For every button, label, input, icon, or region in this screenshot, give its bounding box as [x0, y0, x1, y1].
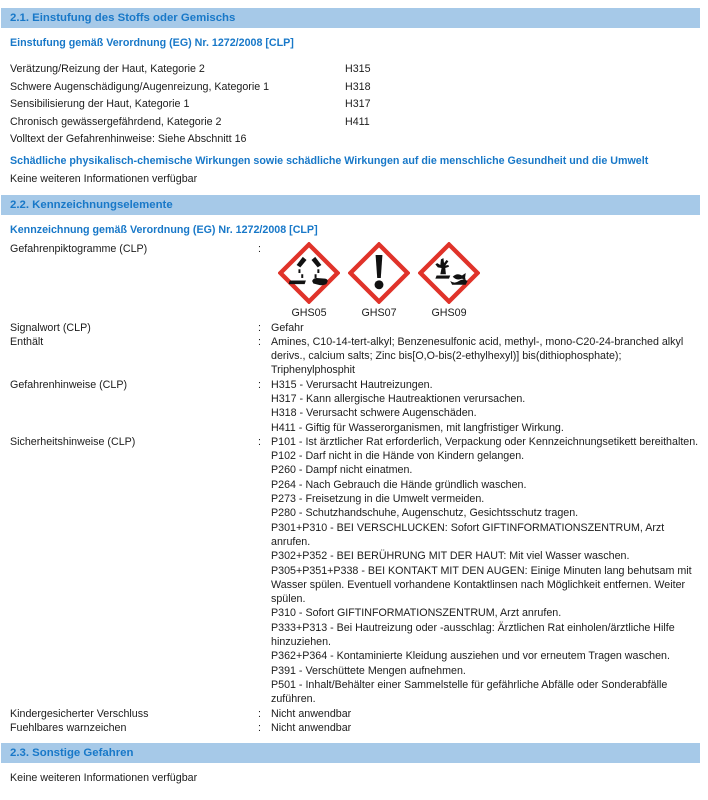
colon-separator: :	[258, 435, 261, 448]
ghs-pictogram-group	[271, 242, 701, 321]
precautionary-statement: P280 - Schutzhandschuhe, Augenschutz, Gesichtsschutz tragen.	[271, 507, 579, 520]
section-2-1-body	[0, 35, 708, 187]
precautionary-statement: P260 - Dampf nicht einatmen.	[271, 464, 413, 477]
precautionary-statement: P102 - Darf nicht in die Hände von Kindern gelangen.	[271, 450, 525, 463]
section-2-3-header	[1, 743, 700, 763]
hazard-statement: H315 - Verursacht Hautreizungen.	[271, 378, 433, 391]
ghs07-code-label: GHS07	[361, 306, 397, 319]
section-2-2-title: 2.2. Kennzeichnungselemente	[10, 198, 173, 211]
precautionary-statements-label: Sicherheitshinweise (CLP)	[10, 435, 136, 448]
section-2-2-body	[0, 222, 708, 736]
corrosion-icon	[278, 242, 340, 304]
hazard-code: H315	[345, 63, 371, 75]
precautionary-statement: P333+P313 - Bei Hautreizung oder -ausschlag: Ärztlichen Rat einholen/ärztliche Hilfe hinzuziehen.	[271, 621, 675, 649]
precautionary-statement: P310 - Sofort GIFTINFORMATIONSZENTRUM, Arzt anrufen.	[271, 607, 562, 620]
colon-separator: :	[258, 707, 261, 720]
hazard-statements-label: Gefahrenhinweise (CLP)	[10, 378, 128, 391]
signal-word-value: Gefahr	[271, 321, 304, 334]
section-2-3-body	[0, 771, 708, 786]
tactile-warning-value: Nicht anwendbar	[271, 721, 352, 734]
hazard-statement: H317 - Kann allergische Hautreaktionen verursachen.	[271, 392, 526, 405]
precautionary-statement: P301+P310 - BEI VERSCHLUCKEN: Sofort GIFTINFORMATIONSZENTRUM, Arzt anrufen.	[271, 521, 665, 548]
classification-row	[10, 79, 704, 97]
hazard-code: H411	[345, 115, 370, 128]
signal-word-row	[10, 321, 704, 335]
section-2-1-title: 2.1. Einstufung des Stoffs oder Gemischs	[10, 12, 236, 24]
ghs09-pictogram	[416, 242, 482, 321]
ghs07-pictogram	[346, 242, 412, 321]
precautionary-statement: P273 - Freisetzung in die Umwelt vermeiden.	[271, 493, 485, 506]
colon-separator: :	[258, 242, 261, 255]
classification-table	[10, 61, 704, 131]
pictograms-label: Gefahrenpiktogramme (CLP)	[10, 242, 148, 255]
colon-separator: :	[258, 335, 261, 348]
precautionary-statements-list	[271, 435, 701, 707]
precautionary-statement: P362+P364 - Kontaminierte Kleidung ausziehen und vor erneutem Tragen waschen.	[271, 650, 670, 663]
precautionary-statement: P305+P351+P338 - BEI KONTAKT MIT DEN AUGEN: Einige Minuten lang behutsam mit Wasser spülen. Eventuell vorhandene Kontaktlinsen nach Möglichkeit entfernen. Weiter spülen.	[271, 564, 692, 606]
colon-separator: :	[258, 721, 261, 734]
hazard-class-name: Sensibilisierung der Haut, Kategorie 1	[10, 98, 190, 110]
classification-row	[10, 114, 704, 132]
ghs05-pictogram	[276, 242, 342, 321]
no-further-info-text: Keine weiteren Informationen verfügbar	[10, 172, 198, 185]
tactile-warning-row	[10, 721, 704, 735]
section-2-1-header	[1, 8, 700, 28]
pictograms-row	[10, 242, 704, 321]
signal-word-label: Signalwort (CLP)	[10, 321, 91, 334]
hazard-statement: H318 - Verursacht schwere Augenschäden.	[271, 407, 477, 420]
contains-label: Enthält	[10, 335, 44, 348]
tactile-warning-label: Fuehlbares warnzeichen	[10, 721, 127, 734]
precautionary-statement: P501 - Inhalt/Behälter einer Sammelstelle für gefährliche Abfälle oder Sonderabfälle zuführen.	[271, 678, 668, 706]
environment-icon	[418, 242, 480, 304]
hazard-class-name: Verätzung/Reizung der Haut, Kategorie 2	[10, 63, 205, 75]
adverse-effects-heading: Schädliche physikalisch-chemische Wirkungen sowie schädliche Wirkungen auf die menschliche Gesundheit und die Umwelt	[10, 154, 649, 167]
precautionary-statement: P264 - Nach Gebrauch die Hände gründlich waschen.	[271, 478, 527, 491]
hazard-statements-row	[10, 378, 704, 435]
section-2-3-title: 2.3. Sonstige Gefahren	[10, 747, 134, 760]
colon-separator: :	[258, 378, 261, 391]
ghs09-code-label: GHS09	[431, 306, 467, 319]
no-further-info-text: Keine weiteren Informationen verfügbar	[10, 772, 198, 785]
hazard-statement: H411 - Giftig für Wasserorganismen, mit langfristiger Wirkung.	[271, 421, 564, 434]
contains-row	[10, 335, 704, 378]
classification-regulation-heading: Einstufung gemäß Verordnung (EG) Nr. 1272/2008 [CLP]	[10, 37, 294, 49]
hazard-class-name: Schwere Augenschädigung/Augenreizung, Kategorie 1	[10, 80, 270, 93]
precautionary-statement: P391 - Verschüttete Mengen aufnehmen.	[271, 664, 466, 677]
child-closure-value: Nicht anwendbar	[271, 707, 352, 720]
child-closure-row	[10, 707, 704, 721]
ghs05-code-label: GHS05	[291, 306, 327, 319]
hazard-class-name: Chronisch gewässergefährdend, Kategorie 2	[10, 115, 222, 128]
child-closure-label: Kindergesicherter Verschluss	[10, 707, 149, 720]
precautionary-statement: P101 - Ist ärztlicher Rat erforderlich, Verpackung oder Kennzeichnungsetikett bereithalten.	[271, 435, 699, 448]
classification-row	[10, 96, 704, 114]
colon-separator: :	[258, 321, 261, 334]
hazard-code: H317	[345, 98, 371, 110]
labelling-regulation-heading: Kennzeichnung gemäß Verordnung (EG) Nr. 1272/2008 [CLP]	[10, 223, 318, 236]
precautionary-statement: P302+P352 - BEI BERÜHRUNG MIT DER HAUT: Mit viel Wasser waschen.	[271, 550, 630, 563]
hazard-statements-list	[271, 378, 701, 435]
precautionary-statements-row	[10, 435, 704, 707]
contains-value: Amines, C10-14-tert-alkyl; Benzenesulfonic acid, methyl-, mono-C20-24-branched alkyl derivs., calcium salts; Zinc bis[O,O-bis(2-ethylhexyl)] bis(dithiophosphate); Triphenylphosphit	[271, 335, 684, 377]
section-2-2-header	[1, 195, 700, 215]
exclamation-mark-icon	[348, 242, 410, 304]
hazard-code: H318	[345, 80, 371, 93]
fulltext-note: Volltext der Gefahrenhinweise: Siehe Abschnitt 16	[10, 133, 247, 145]
classification-row	[10, 61, 704, 79]
